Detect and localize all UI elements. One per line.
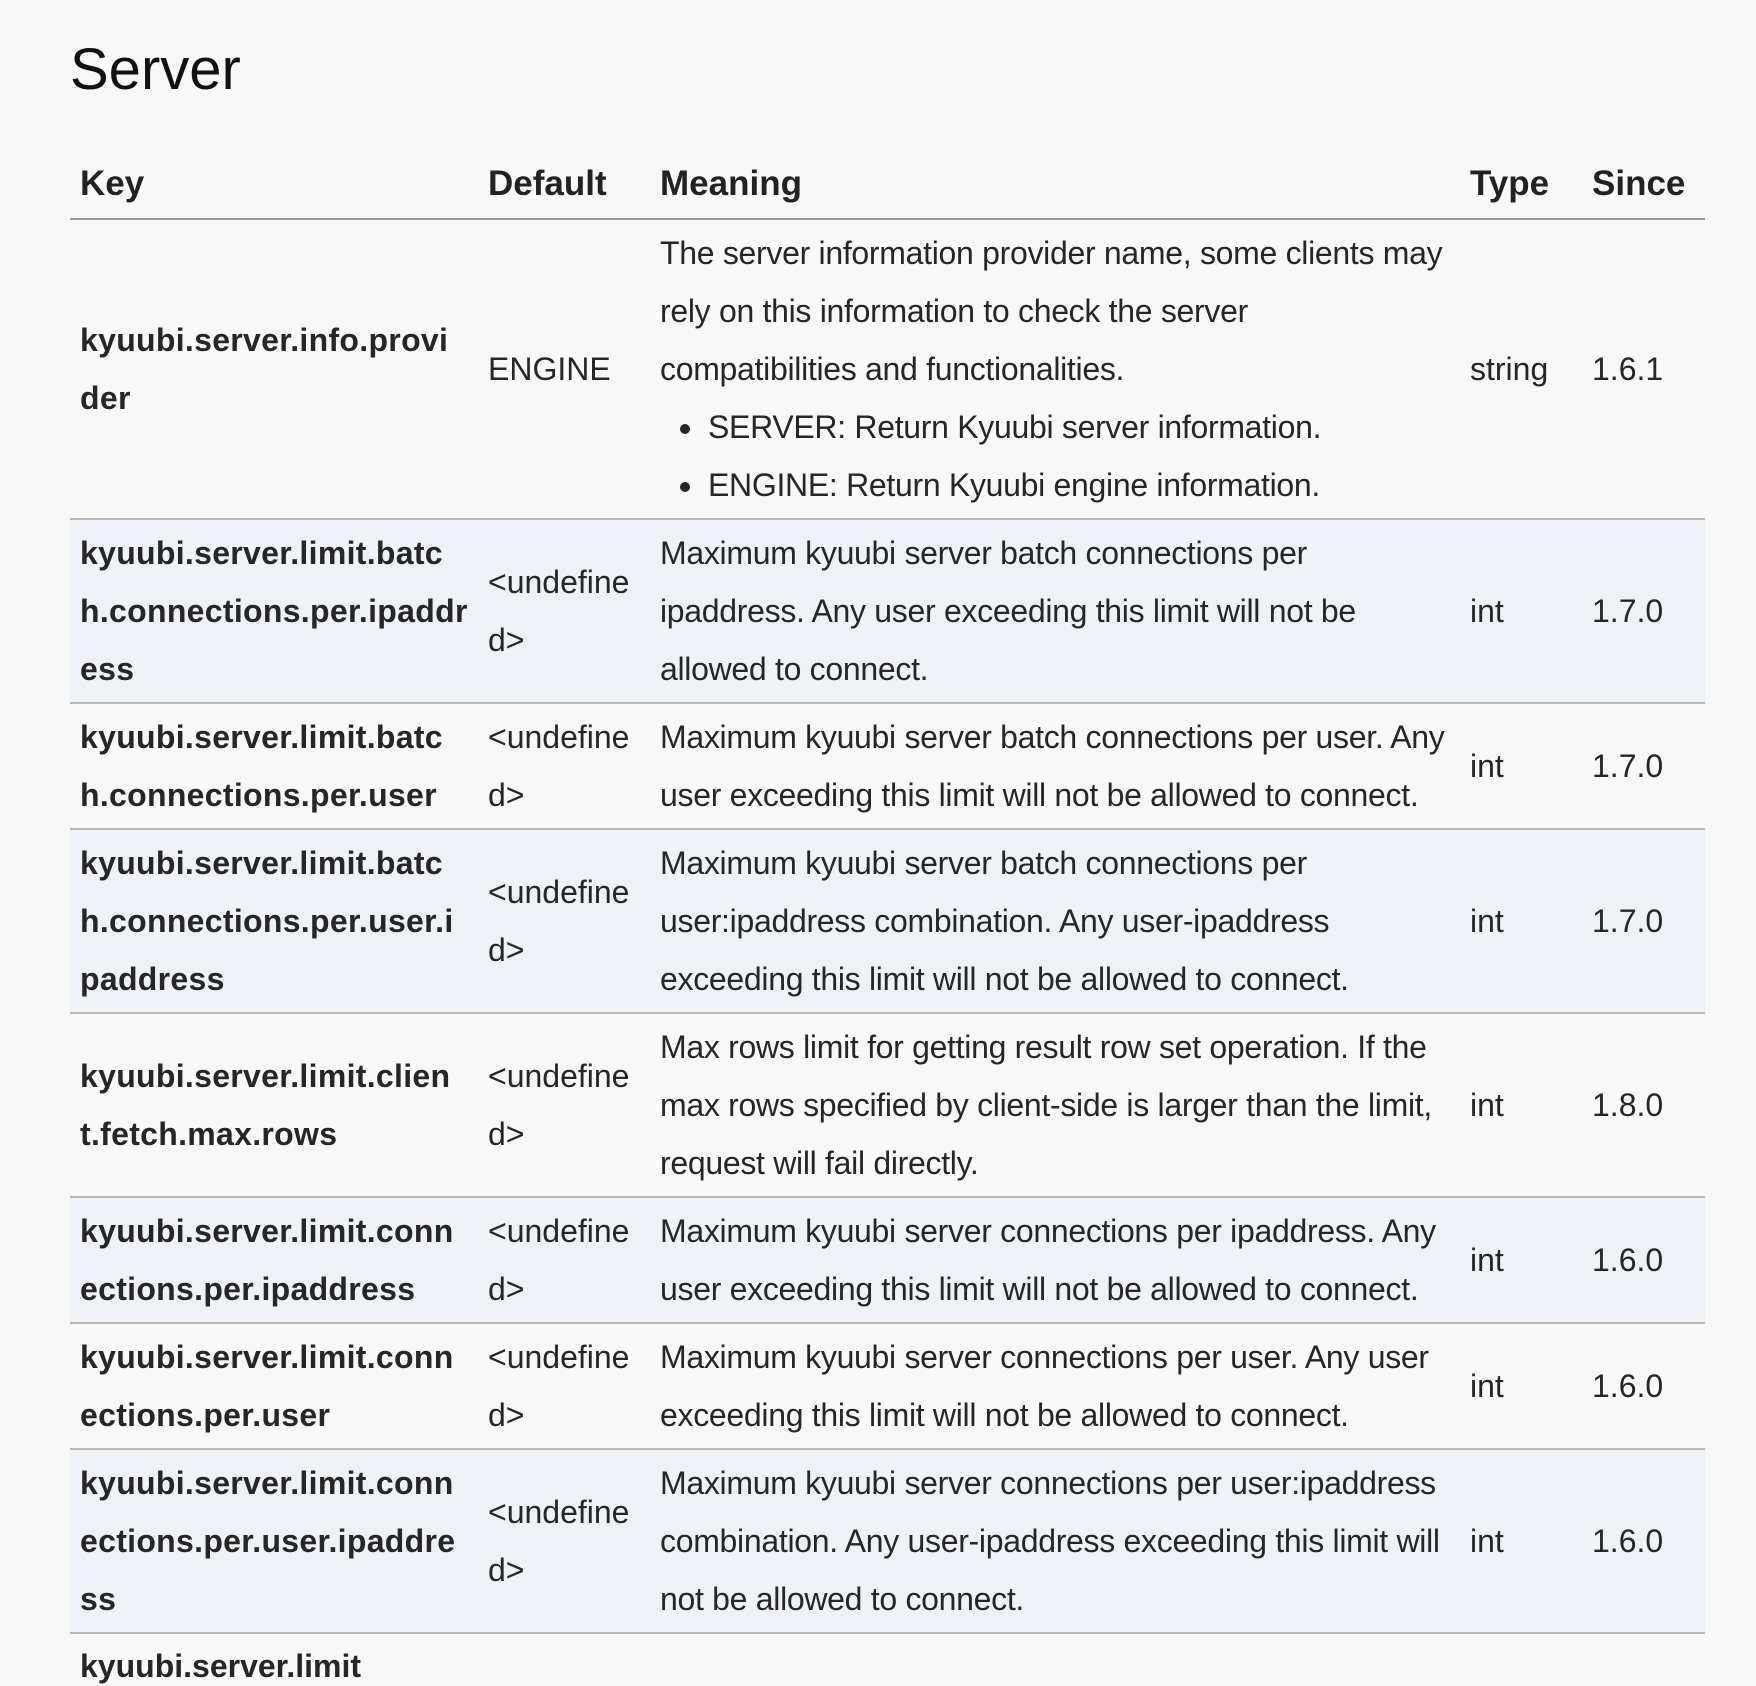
config-type: int: [1460, 703, 1582, 829]
config-key: kyuubi.server.limit.batch.connections.per.ipaddress: [70, 519, 478, 703]
table-row: [70, 1449, 1705, 1633]
table-row: [70, 219, 1705, 519]
config-key: kyuubi.server.limit.connections.per.ipaddress: [70, 1197, 478, 1323]
config-meaning: Maximum kyuubi server batch connections per ipaddress. Any user exceeding this limit will not be allowed to connect.: [650, 519, 1460, 703]
config-type: string: [1460, 219, 1582, 519]
config-since: 1.7.0: [1582, 519, 1705, 703]
options-list: [660, 398, 1450, 514]
config-key: kyuubi.server.limit.connections.per.user.ipaddress: [70, 1449, 478, 1633]
partial-next-row: [70, 1640, 1705, 1684]
config-default: <undefined>: [478, 519, 650, 703]
config-meaning: Maximum kyuubi server connections per ipaddress. Any user exceeding this limit will not be allowed to connect.: [650, 1197, 1460, 1323]
header-type: Type: [1460, 160, 1582, 219]
config-default: <undefined>: [478, 829, 650, 1013]
config-default: <undefined>: [478, 1449, 650, 1633]
config-since: 1.7.0: [1582, 829, 1705, 1013]
config-type: int: [1460, 1013, 1582, 1197]
config-default: <undefined>: [478, 1013, 650, 1197]
config-meaning: Maximum kyuubi server connections per user:ipaddress combination. Any user-ipaddress exceeding this limit will not be allowed to connect.: [650, 1449, 1460, 1633]
config-since: 1.6.0: [1582, 1323, 1705, 1449]
option-item: • SERVER: Return Kyuubi server information.: [706, 398, 1450, 456]
config-meaning-cell: [650, 219, 1460, 519]
config-meaning: Maximum kyuubi server batch connections per user:ipaddress combination. Any user-ipaddress exceeding this limit will not be allowed to connect.: [650, 829, 1460, 1013]
config-default: ENGINE: [478, 219, 650, 519]
config-since: 1.8.0: [1582, 1013, 1705, 1197]
config-since: 1.6.1: [1582, 219, 1705, 519]
partial-next-key: kyuubi.server.limit: [80, 1648, 362, 1684]
config-key: kyuubi.server.limit.batch.connections.per.user.ipaddress: [70, 829, 478, 1013]
config-type: int: [1460, 1449, 1582, 1633]
table-row: [70, 829, 1705, 1013]
config-meaning: The server information provider name, some clients may rely on this information to check the server compatibilities and functionalities.: [660, 235, 1443, 387]
config-key: kyuubi.server.info.provider: [70, 219, 478, 519]
config-meaning: Maximum kyuubi server batch connections per user. Any user exceeding this limit will not be allowed to connect.: [650, 703, 1460, 829]
table-row: [70, 1323, 1705, 1449]
option-item: • ENGINE: Return Kyuubi engine information.: [706, 456, 1450, 514]
config-meaning: Max rows limit for getting result row set operation. If the max rows specified by client-side is larger than the limit, request will fail directly.: [650, 1013, 1460, 1197]
config-default: <undefined>: [478, 703, 650, 829]
header-row: [70, 160, 1705, 219]
header-default: Default: [478, 160, 650, 219]
config-default: <undefined>: [478, 1197, 650, 1323]
config-type: int: [1460, 519, 1582, 703]
header-since: Since: [1582, 160, 1705, 219]
config-default: <undefined>: [478, 1323, 650, 1449]
config-type: int: [1460, 1197, 1582, 1323]
config-meaning: Maximum kyuubi server connections per user. Any user exceeding this limit will not be allowed to connect.: [650, 1323, 1460, 1449]
server-config-section: [70, 30, 1705, 1634]
header-meaning: Meaning: [650, 160, 1460, 219]
header-key: Key: [70, 160, 478, 219]
config-type: int: [1460, 829, 1582, 1013]
table-row: [70, 1013, 1705, 1197]
table-row: [70, 519, 1705, 703]
table-row: [70, 703, 1705, 829]
table-header: [70, 160, 1705, 219]
config-since: 1.7.0: [1582, 703, 1705, 829]
config-since: 1.6.0: [1582, 1449, 1705, 1633]
table-body: [70, 219, 1705, 1633]
config-key: kyuubi.server.limit.batch.connections.per.user: [70, 703, 478, 829]
config-table: [70, 160, 1705, 1634]
config-key: kyuubi.server.limit.client.fetch.max.rows: [70, 1013, 478, 1197]
table-row: [70, 1197, 1705, 1323]
config-type: int: [1460, 1323, 1582, 1449]
config-key: kyuubi.server.limit.connections.per.user: [70, 1323, 478, 1449]
section-title: Server: [70, 37, 241, 102]
config-since: 1.6.0: [1582, 1197, 1705, 1323]
